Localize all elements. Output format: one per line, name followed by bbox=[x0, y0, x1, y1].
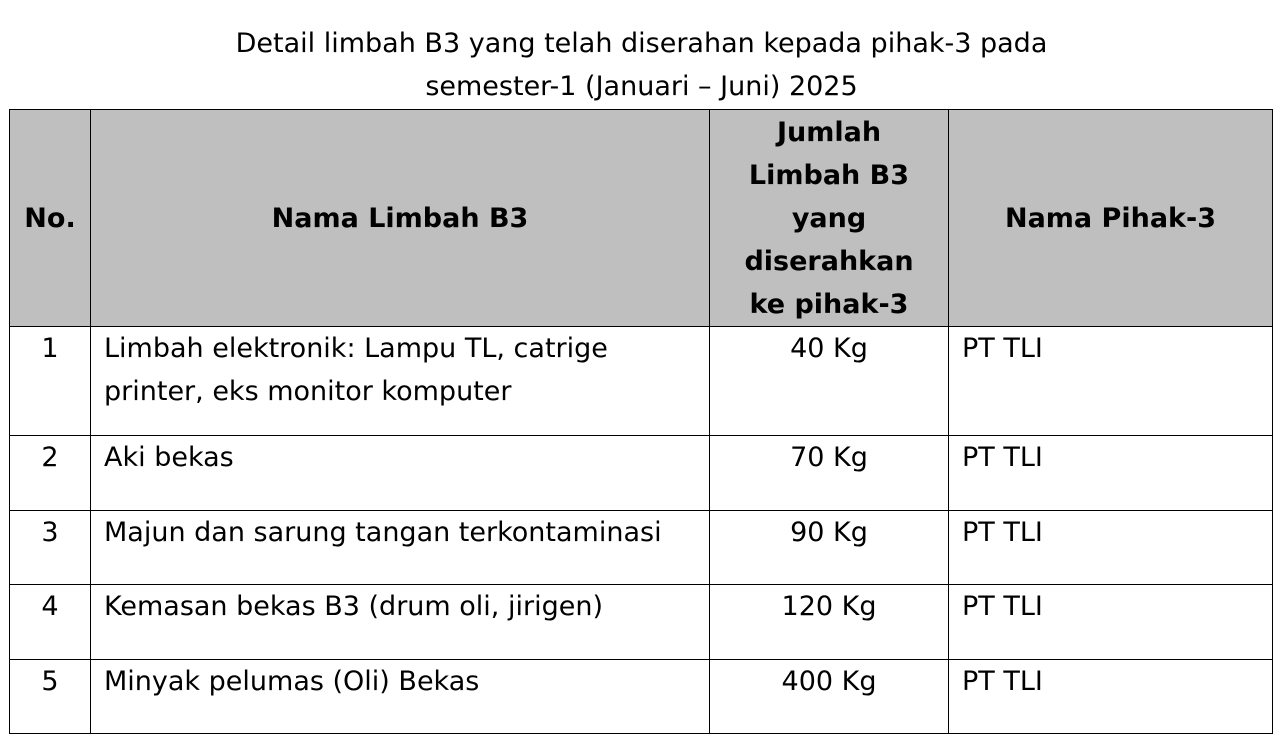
waste-name bbox=[91, 585, 710, 660]
waste-quantity: 90 Kg bbox=[710, 511, 949, 585]
waste-name-line: printer, eks monitor komputer bbox=[104, 376, 512, 407]
table-row bbox=[10, 660, 1273, 734]
third-party-name: PT TLI bbox=[949, 436, 1273, 511]
third-party-name: PT TLI bbox=[949, 660, 1273, 734]
table-row bbox=[10, 511, 1273, 585]
title-line-2: semester-1 (Januari – Juni) 2025 bbox=[425, 71, 858, 102]
waste-name bbox=[91, 436, 710, 511]
waste-name-line: Majun dan sarung tangan terkontaminasi bbox=[104, 517, 662, 548]
waste-quantity: 120 Kg bbox=[710, 585, 949, 660]
waste-quantity: 400 Kg bbox=[710, 660, 949, 734]
waste-name-line: Limbah elektronik: Lampu TL, catrige bbox=[104, 333, 608, 364]
row-number: 2 bbox=[10, 436, 91, 511]
table-row bbox=[10, 327, 1273, 436]
waste-name-line: Aki bekas bbox=[104, 442, 234, 473]
waste-name-line: Minyak pelumas (Oli) Bekas bbox=[104, 666, 480, 697]
header-quantity-line: Jumlah bbox=[776, 116, 882, 148]
waste-name bbox=[91, 327, 710, 436]
header-quantity-line: yang bbox=[791, 202, 867, 234]
header-quantity-line: Limbah B3 bbox=[748, 159, 910, 191]
table-row bbox=[10, 436, 1273, 511]
header-quantity-line: diserahkan bbox=[744, 245, 914, 277]
waste-quantity: 40 Kg bbox=[710, 327, 949, 436]
row-number: 3 bbox=[10, 511, 91, 585]
row-number: 5 bbox=[10, 660, 91, 734]
document-title bbox=[0, 22, 1283, 108]
third-party-name: PT TLI bbox=[949, 511, 1273, 585]
third-party-name: PT TLI bbox=[949, 585, 1273, 660]
row-number: 1 bbox=[10, 327, 91, 436]
table-header-row bbox=[10, 110, 1273, 327]
table-row bbox=[10, 585, 1273, 660]
waste-name bbox=[91, 660, 710, 734]
header-no: No. bbox=[10, 110, 91, 327]
header-quantity-line: ke pihak-3 bbox=[749, 288, 909, 320]
header-waste-name: Nama Limbah B3 bbox=[91, 110, 710, 327]
waste-name-line: Kemasan bekas B3 (drum oli, jirigen) bbox=[104, 591, 603, 622]
header-quantity bbox=[710, 110, 949, 327]
waste-name bbox=[91, 511, 710, 585]
third-party-name: PT TLI bbox=[949, 327, 1273, 436]
header-third-party: Nama Pihak-3 bbox=[949, 110, 1273, 327]
waste-quantity: 70 Kg bbox=[710, 436, 949, 511]
title-line-1: Detail limbah B3 yang telah diserahan kepada pihak-3 pada bbox=[235, 28, 1048, 59]
waste-table bbox=[9, 109, 1273, 734]
row-number: 4 bbox=[10, 585, 91, 660]
